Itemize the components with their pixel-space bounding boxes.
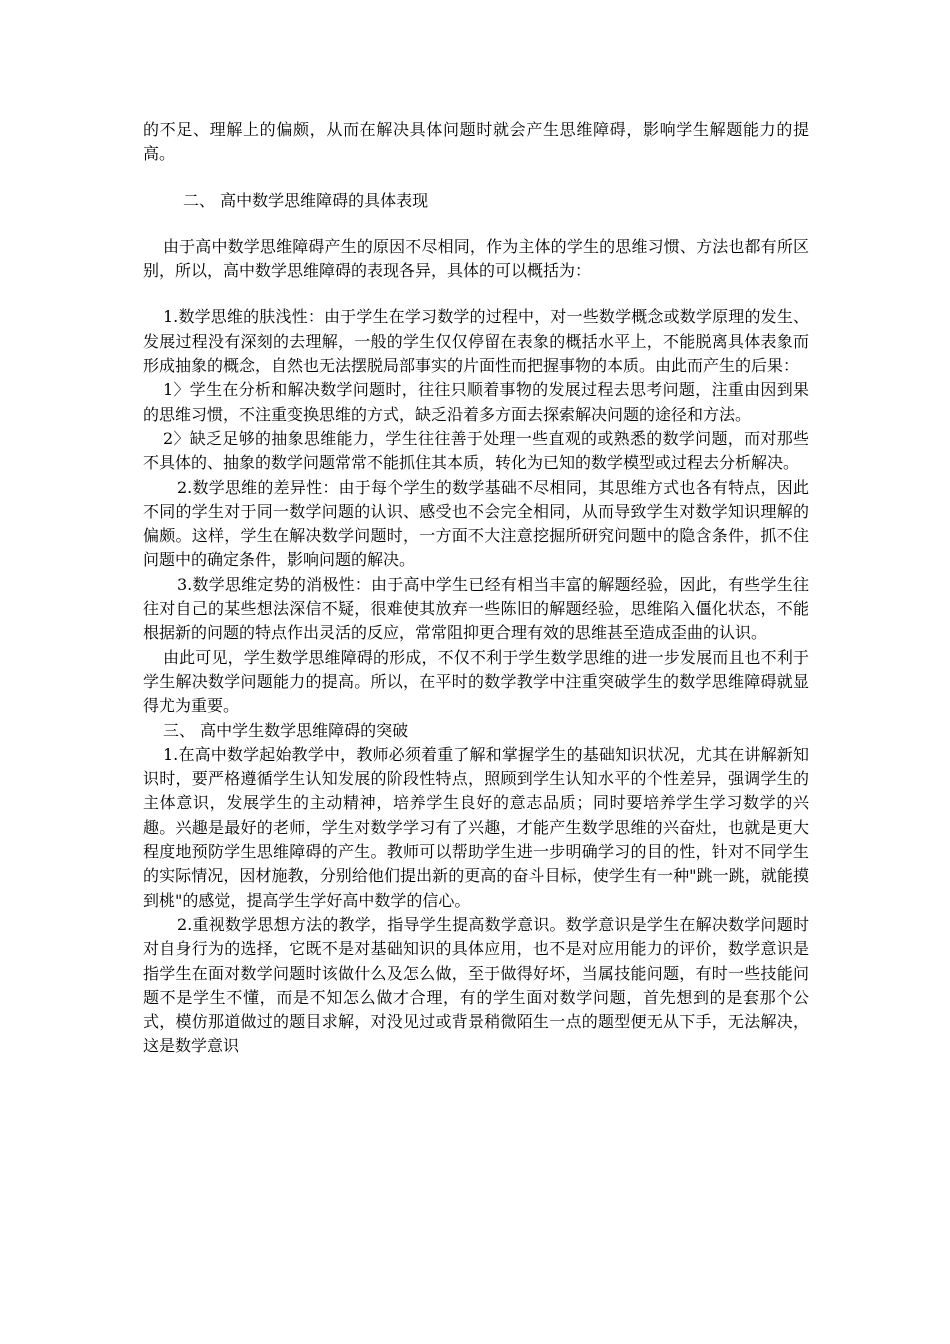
paragraph-subitem-1: 1〉学生在分析和解决数学问题时，往往只顺着事物的发展过程去思考问题，注重由因到果的思维习惯，不注重变换思维的方式，缺乏沿着多方面去探索解决问题的途径和方法。 bbox=[143, 380, 809, 424]
paragraph-subitem-2: 2〉缺乏足够的抽象思维能力，学生往往善于处理一些直观的或熟悉的数学问题，而对那些不具体的、抽象的数学问题常常不能抓住其本质，转化为已知的数学模型或过程去分析解决。 bbox=[143, 428, 809, 473]
paragraph-intro: 由于高中数学思维障碍产生的原因不尽相同，作为主体的学生的思维习惯、方法也都有所区别，所以，高中数学思维障碍的表现各异，具体的可以概括为： bbox=[143, 236, 809, 281]
section-heading-2: 二、 高中数学思维障碍的具体表现 bbox=[183, 190, 429, 210]
paragraph-item-2: 2.数学思维的差异性：由于每个学生的数学基础不尽相同，其思维方式也各有特点，因此不同的学生对于同一数学问题的认识、感受也不会完全相同，从而导致学生对数学知识理解的偏颇。这样，学生在解决数学问题时，一方面不大注意挖掘所研究问题中的隐含条件，抓不住问题中的确定条件，影响问题的解决。 bbox=[143, 477, 809, 570]
paragraph-item-1: 1.数学思维的肤浅性：由于学生在学习数学的过程中，对一些数学概念或数学原理的发生、发展过程没有深刻的去理解，一般的学生仅仅停留在表象的概括水平上，不能脱离具体表象而形成抽象的概念，自然也无法摆脱局部事实的片面性而把握事物的本质。由此而产生的后果： bbox=[143, 307, 809, 376]
paragraph-summary: 由此可见，学生数学思维障碍的形成，不仅不利于学生数学思维的进一步发展而且也不利于学生解决数学问题能力的提高。所以，在平时的数学教学中注重突破学生的数学思维障碍就显得尤为重要。 bbox=[143, 647, 809, 716]
document-page bbox=[143, 118, 809, 1059]
paragraph-breakthrough-1: 1.在高中数学起始教学中，教师必须着重了解和掌握学生的基础知识状况，尤其在讲解新知识时，要严格遵循学生认知发展的阶段性特点，照顾到学生认知水平的个性差异，强调学生的主体意识，发展学生的主动精神，培养学生良好的意志品质；同时要培养学生学习数学的兴趣。兴趣是最好的老师，学生对数学学习有了兴趣，才能产生数学思维的兴奋灶，也就是更大程度地预防学生思维障碍的产生。教师可以帮助学生进一步明确学习的目的性，针对不同学生的实际情况，因材施教，分别给他们提出新的更高的奋斗目标，使学生有一种"跳一跳，就能摸到桃"的感觉，提高学生学好高中数学的信心。 bbox=[143, 744, 809, 910]
paragraph-continuation: 的不足、理解上的偏颇，从而在解决具体问题时就会产生思维障碍，影响学生解题能力的提高。 bbox=[143, 120, 809, 164]
paragraph-item-3: 3.数学思维定势的消极性：由于高中学生已经有相当丰富的解题经验，因此，有些学生往往对自己的某些想法深信不疑，很难使其放弃一些陈旧的解题经验，思维陷入僵化状态，不能根据新的问题的特点作出灵活的反应，常常阻抑更合理有效的思维甚至造成歪曲的认识。 bbox=[143, 574, 809, 643]
paragraph-breakthrough-2: 2.重视数学思想方法的教学，指导学生提高数学意识。数学意识是学生在解决数学问题时对自身行为的选择，它既不是对基础知识的具体应用，也不是对应用能力的评价，数学意识是指学生在面对数学问题时该做什么及怎么做，至于做得好坏，当属技能问题，有时一些技能问题不是学生不懂，而是不知怎么做才合理，有的学生面对数学问题，首先想到的是套那个公式，模仿那道做过的题目求解，对没见过或背景稍微陌生一点的题型便无从下手，无法解决，这是数学意识 bbox=[143, 914, 809, 1056]
section-heading-3: 三、 高中学生数学思维障碍的突破 bbox=[163, 720, 409, 740]
